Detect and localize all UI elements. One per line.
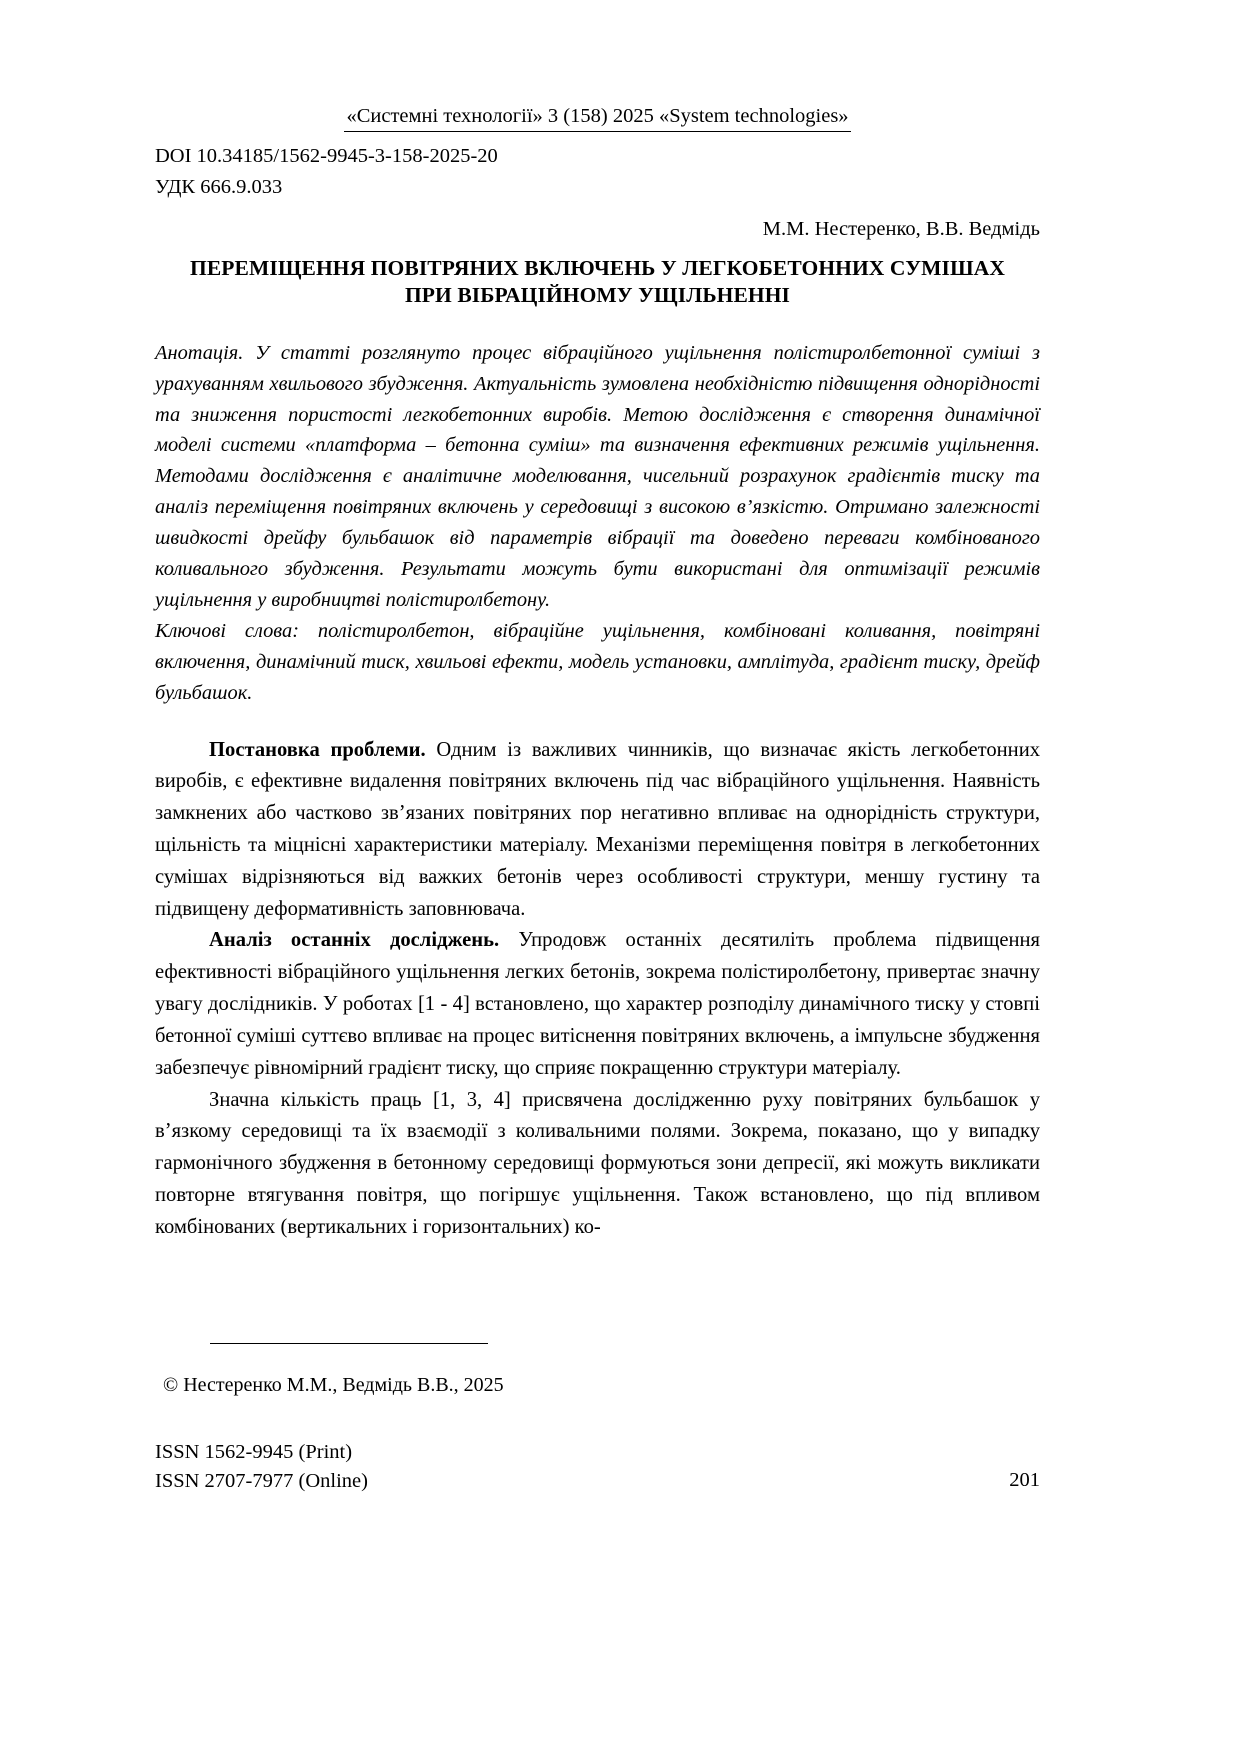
title-line-1: ПЕРЕМІЩЕННЯ ПОВІТРЯНИХ ВКЛЮЧЕНЬ У ЛЕГКОБЕТОННИХ СУМІШАХ (190, 255, 1005, 280)
abstract-label: Анотація. (155, 341, 244, 364)
body-paragraph (155, 925, 1040, 1084)
body-paragraph (155, 1085, 1040, 1244)
udc-line: УДК 666.9.033 (155, 175, 283, 198)
copyright-notice: © Нестеренко М.М., Ведмідь В.В., 2025 (163, 1374, 504, 1396)
keywords-text: полістиролбетон, вібраційне ущільнення, комбіновані коливання, повітряні включення, динамічний тиск, хвильові ефекти, модель установки, амплітуда, градієнт тиску, дрейф бульбашок. (155, 619, 1040, 704)
body-paragraph (155, 735, 1040, 926)
running-head-text: «Системні технології» 3 (158) 2025 «System technologies» (344, 104, 850, 132)
author-line: М.М. Нестеренко, В.В. Ведмідь (762, 217, 1040, 240)
footer-row (155, 1438, 1040, 1496)
running-head (155, 104, 1040, 134)
page-content (155, 104, 1040, 1244)
page-title (155, 255, 1040, 310)
doi-line: DOI 10.34185/1562-9945-3-158-2025-20 (155, 144, 498, 167)
issn-block (155, 1438, 368, 1496)
page-number: 201 (1009, 1469, 1040, 1492)
section-text-problem: Одним із важливих чинників, що визначає якість легкобетонних виробів, є ефективне видалення повітряних включень під час вібраційного ущільнення. Наявність замкнених або частково зв’язаних повітряних пор негативно впливає на однорідність структури, щільність та міцнісні характеристики матеріалу. Механізми переміщення повітря в легкобетонних сумішах відрізняються від важких бетонів через особливості структури, меншу густину та підвищену деформативність заповнювача. (155, 738, 1041, 920)
issn-print: ISSN 1562-9945 (Print) (155, 1441, 353, 1463)
keywords-label: Ключові слова: (155, 619, 299, 642)
section-text-continued: Значна кількість праць [1, 3, 4] присвячена дослідженню руху повітряних бульбашок у в’язкому середовищі та їх взаємодії з коливальними полями. Зокрема, показано, що у випадку гармонічного збудження в бетонному середовищі формуються зони депресії, які можуть викликати повторне втягування повітря, що погіршує ущільнення. Також встановлено, що під впливом комбінованих (вертикальних і горизонтальних) ко- (155, 1088, 1040, 1238)
abstract-paragraph (155, 338, 1040, 616)
footnote-separator-rule (210, 1343, 488, 1344)
section-heading-analysis: Аналіз останніх досліджень. (209, 929, 500, 952)
section-heading-problem: Постановка проблеми. (209, 738, 426, 761)
section-text-analysis: Упродовж останніх десятиліть проблема підвищення ефективності вібраційного ущільнення легких бетонів, зокрема полістиролбетону, привертає значну увагу дослідників. У роботах [1 - 4] встановлено, що характер розподілу динамічного тиску у стовпі бетонної суміші суттєво впливає на процес витіснення повітряних включень, а імпульсне збудження забезпечує рівномірний градієнт тиску, що сприяє покращенню структури матеріалу. (155, 929, 1040, 1079)
title-line-2: ПРИ ВІБРАЦІЙНОМУ УЩІЛЬНЕННІ (404, 283, 791, 308)
page-footer (155, 1438, 1040, 1496)
keywords-paragraph (155, 616, 1040, 709)
abstract-text: У статті розглянуто процес вібраційного ущільнення полістиролбетонної суміші з урахуванням хвильового збудження. Актуальність зумовлена необхідністю підвищення однорідності та зниження пористості легкобетонних виробів. Метою дослідження є створення динамічної моделі системи «платформа – бетонна суміш» та визначення ефективних режимів ущільнення. Методами дослідження є аналітичне моделювання, чисельний розрахунок градієнтів тиску та аналіз переміщення повітряних включень у середовищі з високою в’язкістю. Отримано залежності швидкості дрейфу бульбашок від параметрів вібрації та доведено переваги комбінованого коливального збудження. Результати можуть бути використані для оптимізації режимів ущільнення у виробництві полістиролбетону. (155, 341, 1040, 611)
issn-online: ISSN 2707-7977 (Online) (155, 1470, 368, 1493)
